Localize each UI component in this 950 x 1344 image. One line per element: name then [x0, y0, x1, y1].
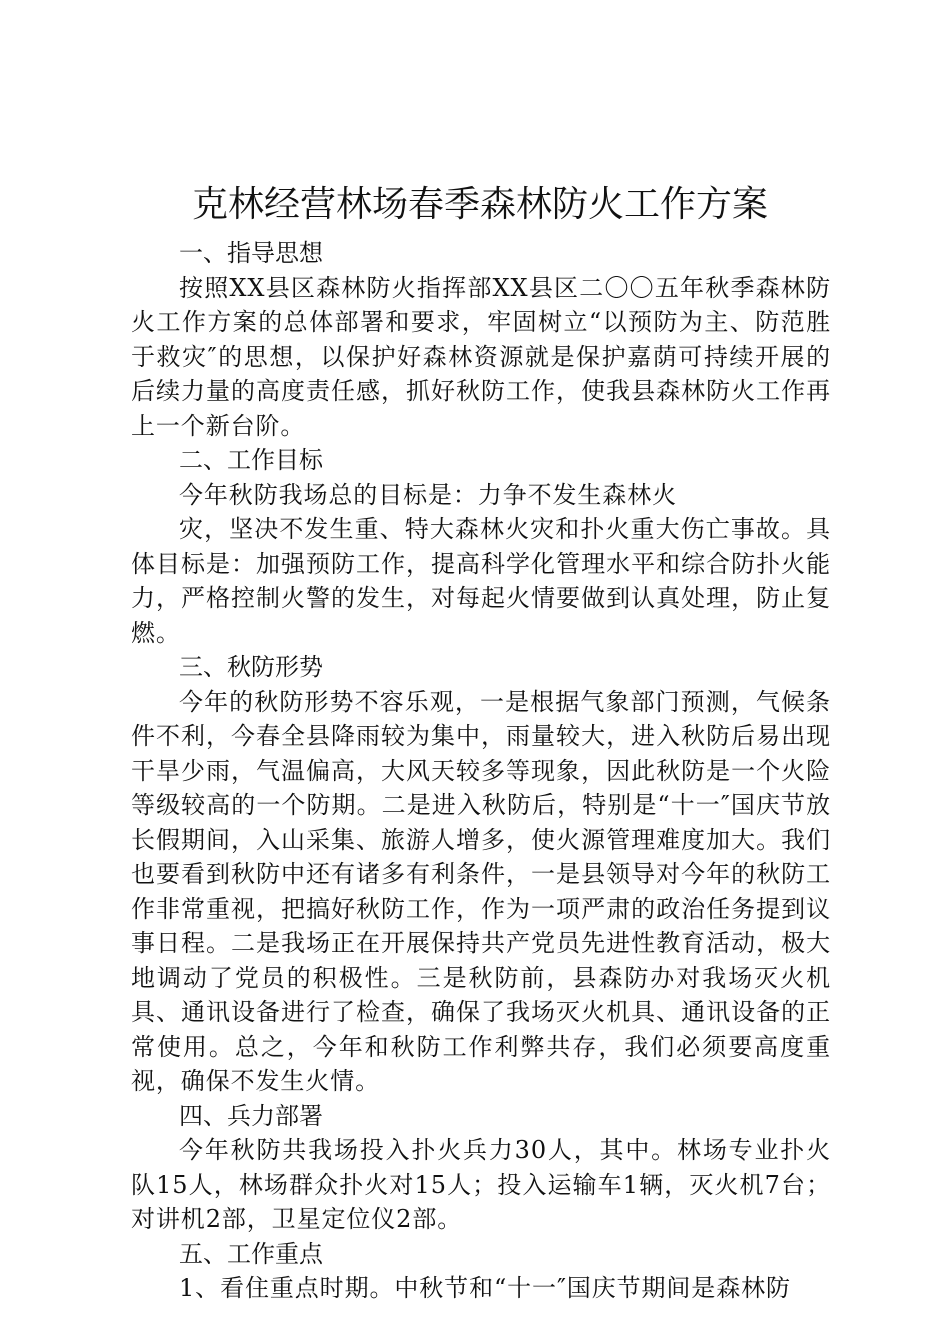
paragraph-work-goals-2: 灾，坚决不发生重、特大森林火灾和扑火重大伤亡事故。具体目标是：加强预防工作，提高科学化管理水平和综合防扑火能力，严格控制火警的发生，对每起火情要做到认真处理，防止复燃。: [131, 515, 831, 647]
paragraph-guiding-ideology: 按照XX县区森林防火指挥部XX县区二〇〇五年秋季森林防火工作方案的总体部署和要求，牢固树立“以预防为主、防范胜于救灾″的思想，以保护好森林资源就是保护嘉荫可持续开展的后续力量的高度责任感，抓好秋防工作，使我县森林防火工作再上一个新台阶。: [131, 273, 831, 440]
paragraph-work-goals-1: 今年秋防我场总的目标是：力争不发生森林火: [179, 480, 677, 509]
section-heading-autumn-situation: 三、秋防形势: [179, 653, 323, 681]
section-heading-work-focus: 五、工作重点: [179, 1239, 323, 1268]
section-heading-guiding-ideology: 一、指导思想: [179, 239, 323, 267]
section-heading-force-deployment: 四、兵力部署: [179, 1101, 323, 1130]
document-title: 克林经营林场春季森林防火工作方案: [191, 184, 768, 225]
document-body: [131, 236, 831, 1306]
paragraph-autumn-situation: 今年的秋防形势不容乐观，一是根据气象部门预测，气候条件不利，今春全县降雨较为集中，雨量较大，进入秋防后易出现干旱少雨，气温偏高，大风天较多等现象，因此秋防是一个火险等级较高的一个防期。二是进入秋防后，特别是“十一″国庆节放长假期间，入山采集、旅游人增多，使火源管理难度加大。我们也要看到秋防中还有诸多有利条件，一是县领导对今年的秋防工作非常重视，把搞好秋防工作，作为一项严肃的政治任务提到议事日程。二是我场正在开展保持共产党员先进性教育活动，极大地调动了党员的积极性。三是秋防前，县森防办对我场灭火机具、通讯设备进行了检查，确保了我场灭火机具、通讯设备的正常使用。总之，今年和秋防工作利弊共存，我们必须要高度重视，确保不发生火情。: [131, 687, 831, 1095]
paragraph-force-deployment: 今年秋防共我场投入扑火兵力30人，其中。林场专业扑火队15人，林场群众扑火对15人；投入运输车1辆，灭火机7台；对讲机2部，卫星定位仪2部。: [131, 1136, 831, 1233]
section-heading-work-goals: 二、工作目标: [179, 446, 323, 474]
paragraph-work-focus-1: 1、看住重点时期。中秋节和“十一″国庆节期间是森林防: [179, 1274, 791, 1302]
